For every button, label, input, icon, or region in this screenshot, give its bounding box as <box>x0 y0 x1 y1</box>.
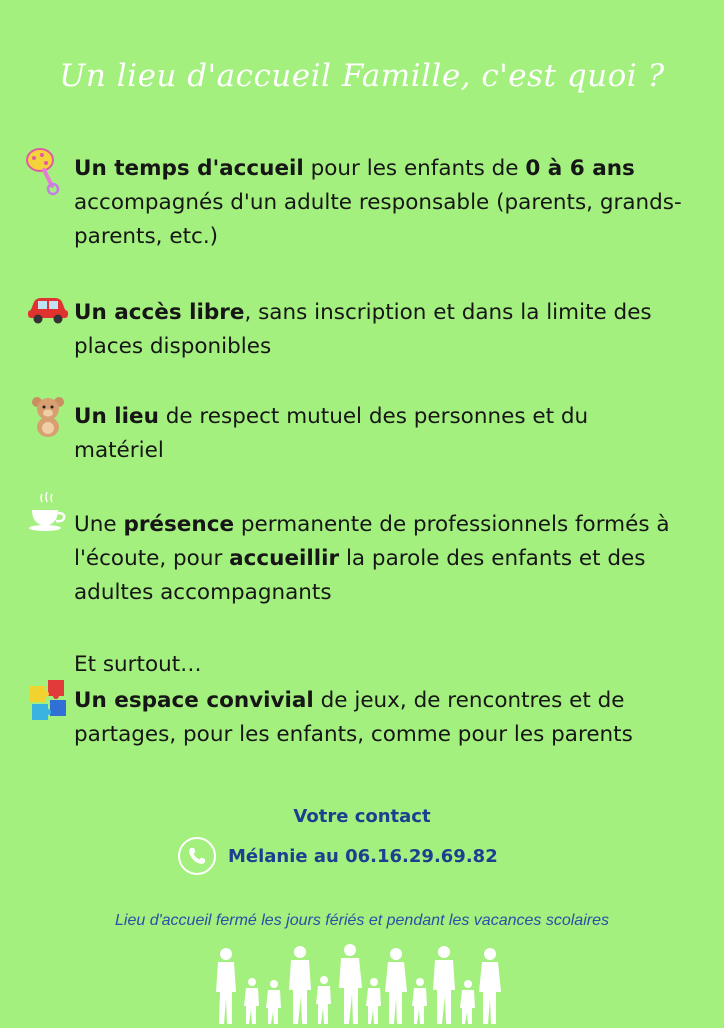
phone-icon <box>178 837 216 875</box>
list-item: Un accès libre, sans inscription et dans la limite des places disponibles <box>74 300 652 359</box>
page-title: Un lieu d'accueil Famille, c'est quoi ? <box>59 58 665 94</box>
closure-note: Lieu d'accueil fermé les jours fériés et pendant les vacances scolaires <box>115 912 609 929</box>
list-item-intro: Et surtout… <box>74 652 202 677</box>
contact-phone <box>178 836 498 876</box>
list-item: Une présence permanente de professionnels formés à l'écoute, pour accueillir la parole des enfants et des adultes accompagnants <box>74 512 670 605</box>
coffee-cup-icon <box>26 490 68 538</box>
car-icon <box>26 292 70 328</box>
teddy-bear-icon <box>28 394 68 442</box>
list-item: Un temps d'accueil pour les enfants de 0 à 6 ans accompagnés d'un adulte responsable (parents, grands-parents, etc.) <box>74 156 682 249</box>
family-silhouette-illustration <box>212 944 512 1028</box>
list-item: Un espace convivial de jeux, de rencontres et de partages, pour les enfants, comme pour les parents <box>74 688 633 747</box>
contact-heading: Votre contact <box>293 806 431 827</box>
rattle-icon <box>24 146 64 200</box>
phone-label[interactable]: Mélanie au 06.16.29.69.82 <box>228 845 498 867</box>
puzzle-icon <box>28 678 70 728</box>
list-item: Un lieu de respect mutuel des personnes et du matériel <box>74 404 589 463</box>
